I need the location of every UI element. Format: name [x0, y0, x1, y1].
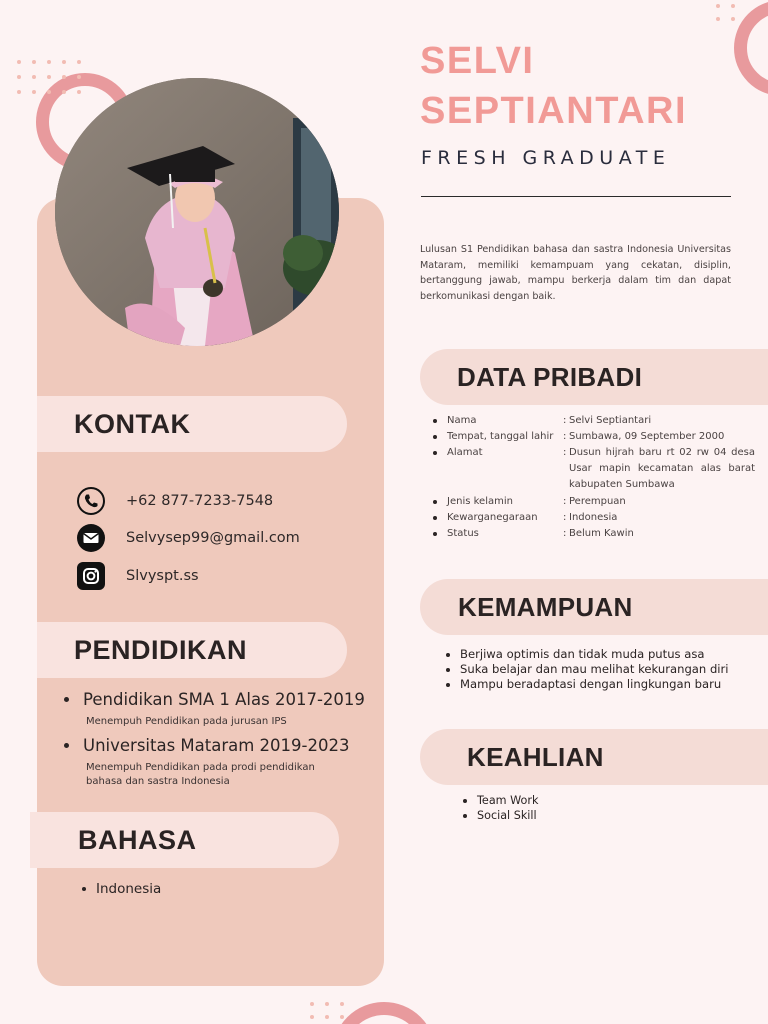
data-pribadi-heading: DATA PRIBADI [457, 361, 643, 392]
bahasa-heading: BAHASA [78, 824, 197, 855]
pendidikan-heading: PENDIDIKAN [74, 634, 248, 665]
decor-dots-bottom [310, 1002, 344, 1019]
kontak-section-header [37, 396, 347, 452]
education-item [64, 690, 365, 729]
decor-ring-bottom [332, 1002, 436, 1024]
contact-instagram[interactable] [76, 561, 199, 591]
kemampuan-heading: KEMAMPUAN [458, 591, 633, 622]
ability-item: Suka belajar dan mau melihat kekurangan diri [446, 662, 729, 677]
about-summary: Lulusan S1 Pendidikan bahasa dan sastra Indonesia Universitas Mataram, memiliki kemampuam yang cekatan, disiplin, bertanggung jawab, mampu berkerja dalam tim dan dapat berkomunikasi dengan baik. [420, 244, 731, 302]
personal-data-row: Tempat, tanggal lahir : Sumbawa, 09 September 2000 [433, 429, 755, 445]
personal-data-key: Jenis kelamin [447, 496, 513, 507]
graduate-portrait-illustration [55, 78, 339, 346]
personal-data-key: Tempat, tanggal lahir [447, 431, 554, 442]
decor-dots-top-left [17, 60, 81, 94]
phone-icon [76, 486, 106, 516]
skill-item: Social Skill [463, 809, 538, 824]
decor-ring-top-right [734, 0, 768, 96]
abilities-list [446, 647, 729, 692]
skills-list [463, 794, 538, 823]
personal-data-value: Dusun hijrah baru rt 02 rw 04 desa Usar mapin kecamatan alas barat kabupaten Sumbawa [569, 447, 755, 490]
header-divider [421, 196, 731, 197]
personal-data-key: Kewarganegaraan [447, 512, 538, 523]
personal-data-row: Alamat : Dusun hijrah baru rt 02 rw 04 desa Usar mapin kecamatan alas barat kabupaten Sumbawa [433, 445, 755, 493]
profile-photo [55, 78, 339, 346]
pendidikan-section-header [37, 622, 347, 678]
personal-data-value: Belum Kawin [569, 528, 634, 539]
job-title: FRESH GRADUATE [421, 147, 671, 169]
ability-item: Mampu beradaptasi dengan lingkungan baru [446, 677, 729, 692]
skill-item: Team Work [463, 794, 538, 809]
personal-data-value: Perempuan [569, 496, 626, 507]
personal-data-key: Nama [447, 415, 477, 426]
last-name: SEPTIANTARI [420, 90, 688, 132]
profile-name [420, 36, 687, 136]
education-item [64, 736, 350, 788]
kontak-heading: KONTAK [74, 408, 191, 439]
keahlian-heading: KEAHLIAN [467, 741, 604, 772]
bahasa-section-header [30, 812, 339, 868]
phone-number: +62 877-7233-7548 [126, 493, 274, 509]
personal-data-value: Indonesia [569, 512, 618, 523]
education-title: Pendidikan SMA 1 Alas 2017-2019 [64, 690, 365, 709]
instagram-handle: Slvyspt.ss [126, 568, 199, 584]
language-item: Indonesia [82, 881, 161, 897]
instagram-icon [76, 561, 106, 591]
education-title: Universitas Mataram 2019-2023 [64, 736, 350, 755]
contact-email[interactable] [76, 523, 300, 553]
personal-data-row: Nama : Selvi Septiantari [433, 413, 755, 429]
email-icon [76, 523, 106, 553]
data-pribadi-section-header [420, 349, 768, 405]
language-list [82, 881, 161, 897]
email-address: Selvysep99@gmail.com [126, 530, 300, 546]
personal-data-value: Selvi Septiantari [569, 415, 652, 426]
education-description: Menempuh Pendidikan pada jurusan IPS [86, 716, 287, 727]
keahlian-section-header [420, 729, 768, 785]
personal-data-value: Sumbawa, 09 September 2000 [569, 431, 725, 442]
personal-data-row: Jenis kelamin : Perempuan [433, 494, 755, 510]
ability-item: Berjiwa optimis dan tidak muda putus asa [446, 647, 729, 662]
first-name: SELVI [420, 40, 535, 82]
personal-data-key: Alamat [447, 447, 483, 458]
kemampuan-section-header [420, 579, 768, 635]
decor-dots-top-right [716, 4, 735, 21]
personal-data-row: Kewarganegaraan : Indonesia [433, 510, 755, 526]
education-description: Menempuh Pendidikan pada prodi pendidikan bahasa dan sastra Indonesia [86, 762, 315, 787]
contact-phone[interactable] [76, 486, 273, 516]
personal-data-key: Status [447, 528, 479, 539]
personal-data-row: Status : Belum Kawin [433, 526, 755, 542]
